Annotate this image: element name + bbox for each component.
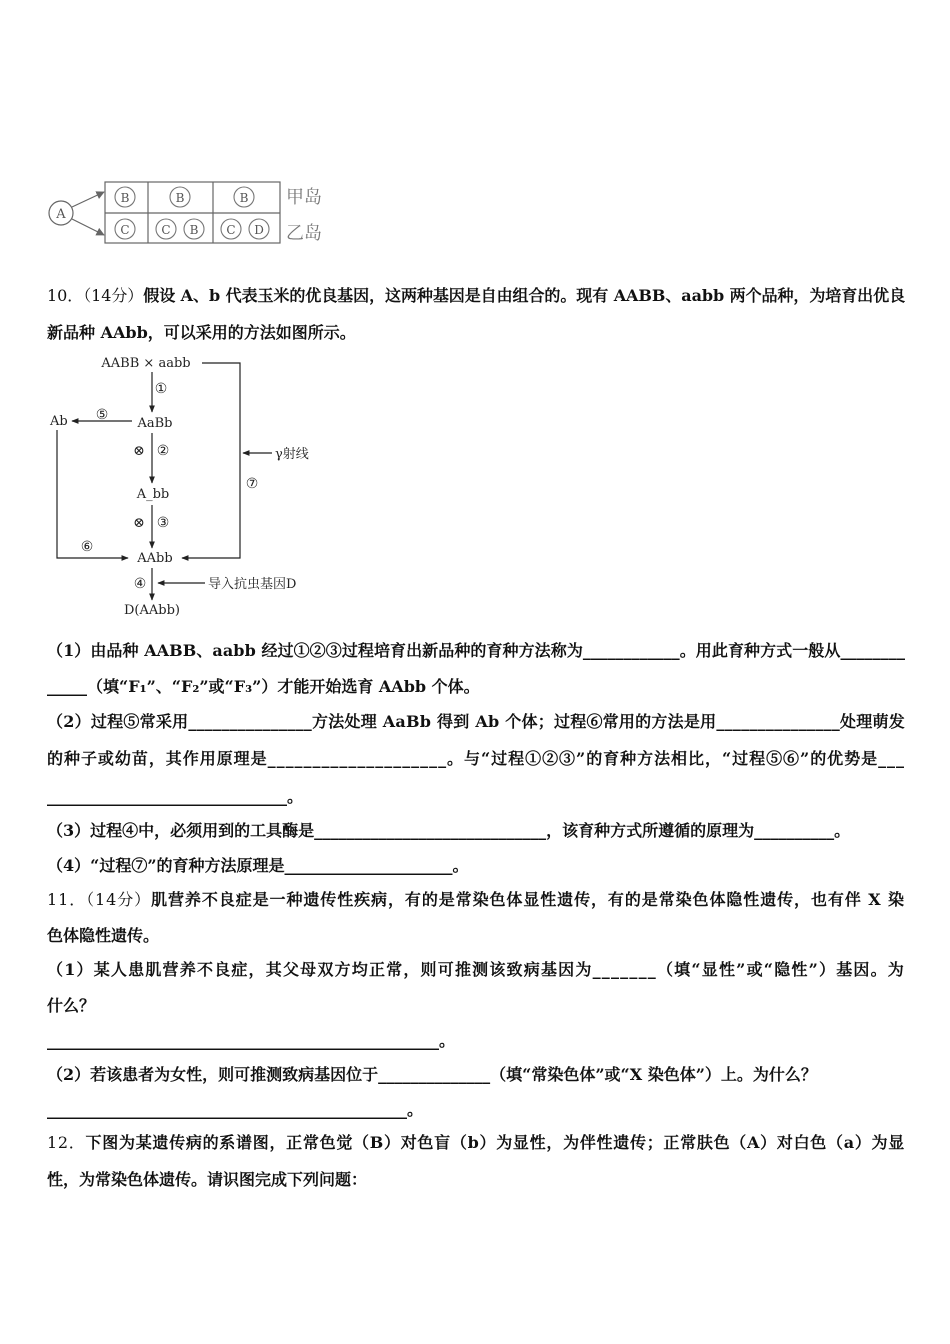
q10-stem-line-1 [47, 285, 905, 307]
species-circle [170, 187, 190, 207]
q10-part-3-line-1: （3）过程④中，必须用到的工具酶是_____________________________，该育种方式所遵循的原理为__________。 [47, 821, 851, 840]
f3-genotype-label: AAbb [137, 551, 173, 566]
q10-part-2-line-2: 的种子或幼苗，其作用原理是____________________。与“过程①②③”的育种方法相比，“过程⑤⑥”的优势是___ [47, 749, 905, 768]
selfing-symbol: ⊗ [133, 443, 145, 459]
breeding-methods-diagram [40, 350, 340, 622]
question-score: （14分） [86, 890, 152, 909]
species-circle [184, 219, 204, 239]
mutation-breeding-path [182, 363, 240, 558]
arrow-to-island-1 [72, 192, 104, 207]
q10-part-4-line-1: （4）“过程⑦”的育种方法原理是_____________________。 [47, 856, 469, 875]
arrow-to-island-2 [72, 219, 104, 235]
q11-part-2-answer-blank: _____________________________________________。 [47, 1100, 424, 1119]
question-number: 11． [47, 890, 87, 909]
product-genotype-label: D(AAbb) [124, 603, 180, 618]
q10-stem-line-2: 新品种 AAbb，可以采用的方法如图所示。 [47, 323, 356, 342]
q11-part-2-line-1: （2）若该患者为女性，则可推测致病基因位于______________（填“常染色体”或“X 染色体”）上。为什么？ [47, 1065, 817, 1084]
step-2-label: ② [156, 443, 170, 459]
species-letter: B [120, 191, 130, 205]
q10-part-2-line-1: （2）过程⑤常采用_______________方法处理 AaBb 得到 Ab 个体；过程⑥常用的方法是用_______________处理萌发 [47, 712, 905, 731]
species-letter: C [161, 223, 171, 237]
q12-stem-text: 下图为某遗传病的系谱图，正常色觉（B）对色盲（b）为显性，为伴性遗传；正常肤色（A）对白色（a）为显 [85, 1133, 905, 1152]
q11-part-1-line-1: （1）某人患肌营养不良症，其父母双方均正常，则可推测该致病基因为_______（填“显性”或“隐性”）基因。为 [47, 960, 905, 979]
q11-stem-line-2: 色体隐性遗传。 [47, 926, 160, 945]
species-circle [156, 219, 176, 239]
q12-stem-line-2: 性，为常染色体遗传。请识图完成下列问题： [47, 1170, 368, 1189]
step-7-label: ⑦ [245, 476, 259, 492]
island-label-jia: 甲岛 [286, 187, 322, 208]
step-3-label: ③ [156, 515, 170, 531]
q11-stem-text: 肌营养不良症是一种遗传性疾病，有的是常染色体显性遗传，有的是常染色体隐性遗传，也有伴 X 染 [151, 890, 905, 909]
q10-part-2-line-3: ______________________________。 [47, 787, 304, 806]
gene-import-label: 导入抗虫基因D [208, 577, 297, 592]
question-number: 12． [47, 1133, 86, 1152]
q10-stem-text: 假设 A、b 代表玉米的优良基因，这两种基因是自由组合的。现有 AABB、aabb 两个品种，为培育出优良 [143, 286, 905, 305]
species-letter: C [120, 223, 130, 237]
species-circle [249, 219, 269, 239]
step-1-label: ① [154, 381, 168, 397]
f2-genotype-label: A_bb [136, 487, 170, 502]
species-letter: B [189, 223, 199, 237]
question-score: （14分） [83, 286, 144, 305]
q11-stem-line-1 [47, 889, 905, 911]
parent-cross-label: AABB × aabb [101, 356, 191, 371]
q10-part-1-line-1: （1）由品种 AABB、aabb 经过①②③过程培育出新品种的育种方法称为____________。用此育种方式一般从________ [47, 641, 905, 660]
selfing-symbol: ⊗ [133, 515, 145, 531]
q11-part-1-line-2: 什么？ [47, 996, 96, 1015]
species-circle [221, 219, 241, 239]
gamma-ray-label: γ射线 [275, 447, 309, 462]
species-circle [234, 187, 254, 207]
source-species-circle [49, 201, 73, 225]
q11-part-1-answer-blank: _________________________________________________。 [47, 1031, 456, 1050]
species-letter: B [175, 191, 185, 205]
haploid-genotype-label: Ab [50, 414, 68, 429]
source-species-label: A [56, 207, 66, 222]
step-5-label: ⑤ [95, 407, 109, 423]
step-6-label: ⑥ [80, 539, 94, 555]
q10-part-1-line-2: _____（填“F₁”、“F₂”或“F₃”）才能开始选育 AAbb 个体。 [47, 677, 480, 696]
step-4-label: ④ [133, 576, 147, 592]
species-letter: D [254, 223, 264, 237]
question-number: 10． [47, 286, 84, 305]
species-circle [115, 219, 135, 239]
species-letter: B [239, 191, 249, 205]
species-circle [115, 187, 135, 207]
island-label-yi: 乙岛 [286, 223, 322, 244]
f1-genotype-label: AaBb [137, 416, 173, 431]
species-letter: C [226, 223, 236, 237]
island-distribution-diagram [40, 172, 340, 252]
q12-stem-line-1 [47, 1132, 905, 1154]
